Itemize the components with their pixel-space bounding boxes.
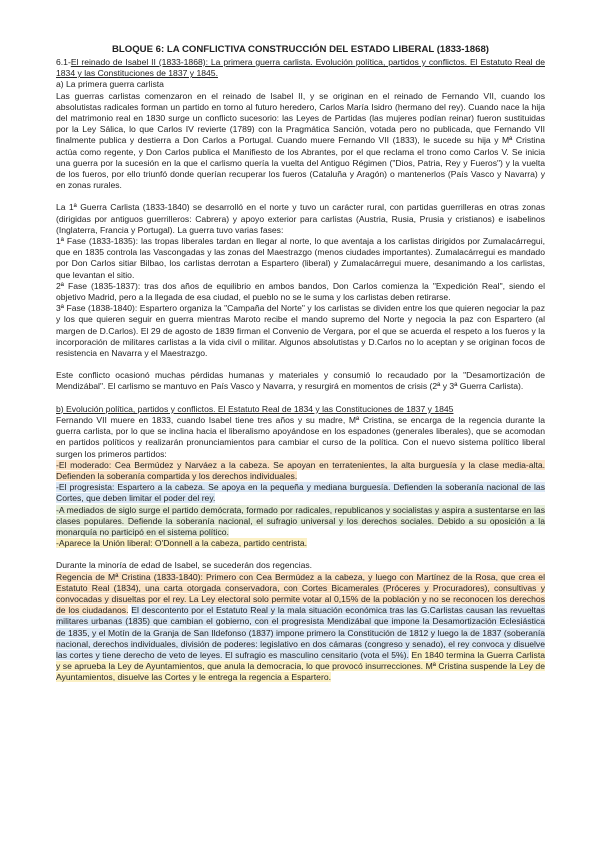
regencia-constitution-text: El descontento por el Estatuto Real y la mala situación económica tras las G.Carlistas causan las revueltas militares urbanas (1835) que cambian el gobierno, con el progresista Mendizábal que impone la Desamortización Eclesiástica de 1835, y el Motín de la Granja de San Ildefonso (1837) impone primero la Constitución de 1812 y luego la de 1837 (soberanía nacional, derechos individuales, división de poderes: legislativo en dos cámaras (congreso y senado), el rey convoca y disuelve las cortes y tiene derecho de veto de leyes. El sufragio es masculino censitario (vota el 5%). <box>56 605 546 660</box>
party-union-liberal <box>56 538 545 549</box>
party-progresista <box>56 482 545 504</box>
paragraph-phase-3: 3ª Fase (1838-1840): Espartero organiza la "Campaña del Norte" y los carlistas se dividen entre los que quieren negociar la paz y los que quieren seguir en guerra mientras Maroto recibe el mando supremo del Norte y negocia la paz con Espartero (al margen de D.Carlos). El 29 de agosto de 1839 firman el Convenio de Vergara, por el que se acuerda el respeto a los fueros y la incorporación de militares carlistas a la vida civil o militar. Algunos absolutistas y D.Carlos no lo aceptan y se originan focos de resistencia en Navarra y el Maestrazgo. <box>56 303 545 359</box>
party-moderado-text: -El moderado: Cea Bermúdez y Narváez a la cabeza. Se apoyan en terratenientes, la alta burguesía y la clase media-alta. Defienden la soberanía compartida y los derechos individuales. <box>56 459 545 481</box>
paragraph-phase-1: 1ª Fase (1833-1835): las tropas liberales tardan en llegar al norte, lo que aventaja a los carlistas dirigidos por Zumalacárregui, que en 1835 controla las Vascongadas y las zonas del Maestrazgo (menos ciudades importantes). Zumalacárregui es mandado por Don Carlos sitiar Bilbao, los carlistas derrotan a Espartero (liberal) y Zumalacárregui muere, desanimando a los carlistas, que levantan el sitio. <box>56 236 545 280</box>
regencia-end-text: En 1840 termina la Guerra Carlista y se aprueba la Ley de Ayuntamientos, que anula la democracia, lo que provocó insurrecciones. Mª Cristina suspende la Ley de Ayuntamientos, disuelve las Cortes y le entrega la regencia a Espartero. <box>56 649 545 683</box>
paragraph-origins: Las guerras carlistas comenzaron en el reinado de Isabel II, y se originan en el reinado de Fernando VII, cuando los absolutistas radicales forman un partido en torno al futuro heredero, Carlos María Isidro (hermano del rey). Cuando nace la hija del matrimonio real en 1830 surge un conflicto sucesorio: las Leyes de Partidas (las mujeres podían reinar) fueron sustituidas por la Ley Sálica, lo que Carlos IV revierte (1789) con la Pragmática Sanción, votada pero no publicada, que Fernando VII finalmente publica y destierra a Don Carlos a Portugal. Cuando muere Fernando VII (1833), le sucede su hija y Mª Cristina actúa como regente, y Don Carlos publica el Manifiesto de los Abrantes, por el que reclama el trono como Carlos V. Se inicia una guerra por la sucesión en la que el carlismo quería la vuelta del Antiguo Régimen ("Dios, Patria, Rey y Fueros") y la vuelta de los fueros, por ello triunfó donde querían recuperar los fueros (Cataluña y Aragón) o mantenerlos (País Vasco y Navarra) y en zonas rurales. <box>56 90 545 191</box>
party-democrata <box>56 505 545 539</box>
paragraph-war-overview: La 1ª Guerra Carlista (1833-1840) se desarrolló en el norte y tuvo un carácter rural, con partidas guerrilleras en otras zonas (dirigidas por antiguos guerrilleros: Cabrera) y apoyo exterior para carlistas (Austria, Rusia, Prusia y cristianos) e isabelinos (Inglaterra, Francia y Portugal). La guerra tuvo varias fases: <box>56 202 545 235</box>
subsection-a-heading: a) La primera guerra carlista <box>56 79 164 90</box>
section-number: 6.1- <box>56 57 71 67</box>
section-title: El reinado de Isabel II (1833-1868): La primera guerra carlista. Evolución política, partidos y conflictos. El Estatuto Real de 1834 y las Constituciones de 1837 y 1845. <box>56 57 545 79</box>
party-progresista-text: -El progresista: Espartero a la cabeza. Se apoya en la pequeña y mediana burguesía. Defienden la soberanía nacional de las Cortes, que deben limitar el poder del rey. <box>56 482 545 504</box>
party-union-text: -Aparece la Unión liberal: O'Donnell a la cabeza, partido centrista. <box>56 538 307 549</box>
subsection-b-heading: b) Evolución política, partidos y conflictos. El Estatuto Real de 1834 y las Constituciones de 1837 y 1845 <box>56 403 454 414</box>
section-heading <box>56 57 545 79</box>
paragraph-consequences: Este conflicto ocasionó muchas pérdidas humanas y materiales y consumió lo recaudado por la "Desamortización de Mendizábal". El carlismo se mantuvo en País Vasco y Navarra, y resurgirá en momentos de crisis (2ª y 3ª Guerra Carlista). <box>56 370 545 392</box>
party-moderado <box>56 460 545 482</box>
paragraph-phase-2: 2ª Fase (1835-1837): tras dos años de equilibrio en ambos bandos, Don Carlos comienza la "Expedición Real", siendo el objetivo Madrid, pero a la llegada de esa ciudad, el pueblo no se le suma y los carlistas deben retirarse. <box>56 280 545 303</box>
paragraph-regencies: Durante la minoría de edad de Isabel, se sucederán dos regencias. <box>56 560 313 571</box>
party-democrata-text: -A mediados de siglo surge el partido demócrata, formado por radicales, republicanos y socialistas y aspira a sustentarse en las clases populares. Defiende la soberanía nacional, el sufragio universal y los derechos sociales. Debido a su oposición a la monarquía no participó en el sistema político. <box>56 504 545 537</box>
paragraph-regencia-cristina <box>56 572 545 684</box>
regencia-estatuto-text: Regencia de Mª Cristina (1833-1840): Primero con Cea Bermúdez a la cabeza, y luego con Martínez de la Rosa, que crea el Estatuto Real (1834), una carta otorgada conservadora, con Cortes Bicamerales (Próceres y Procuradores), consultivas y convocadas y disueltas por el rey. La Ley electoral solo permite votar al 0,15% de la población y no se reconocen los derechos de los ciudadanos. <box>56 571 545 616</box>
paragraph-political-evolution: Fernando VII muere en 1833, cuando Isabel tiene tres años y su madre, Mª Cristina, se encarga de la regencia durante la guerra carlista, por lo que se inclina hacia el liberalismo apoyándose en los espadones (generales liberales), que se acomodan en partidos políticos y realizarán pronunciamientos para cambiar el curso de la política. Con el nuevo sistema político liberal surgen los primeros partidos: <box>56 414 545 459</box>
document-title: BLOQUE 6: LA CONFLICTIVA CONSTRUCCIÓN DEL ESTADO LIBERAL (1833-1868) <box>111 44 490 55</box>
